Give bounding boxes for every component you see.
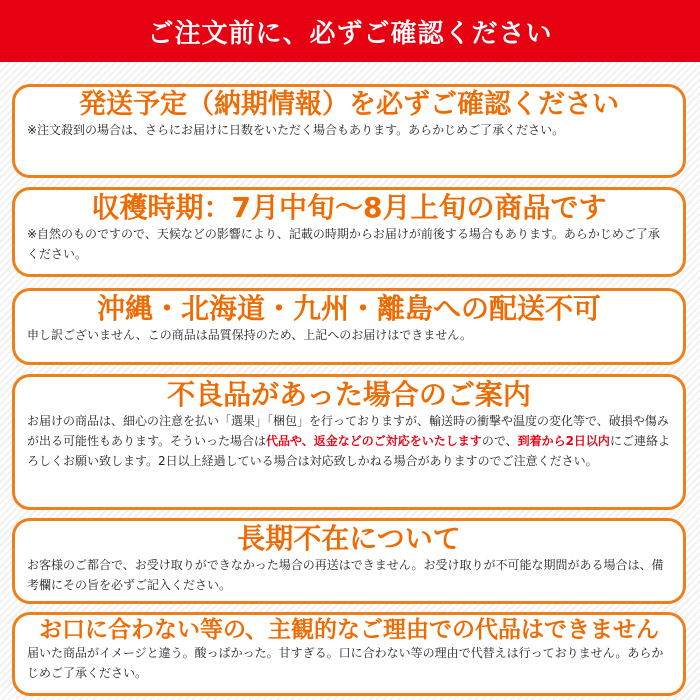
card-body: お客様のご都合で、お受け取りができなかった場合の再送はできません。お受け取りが不可能な期間がある場合は、備考欄にその旨を必ずご記入ください。 — [27, 558, 664, 593]
notice-header — [0, 0, 700, 62]
card-body-text: にご連絡よろしくお願い致します。2日以上経過している場合は対応致しかねる場合がありますのでご注意ください。 — [27, 434, 670, 469]
card-title: お口に合わない等の、主観的なご理由での代品はできません — [38, 617, 660, 643]
defective-product-card — [12, 374, 686, 510]
card-body-text: ので、 — [481, 434, 518, 449]
refund-highlight: 代品や、返金などのご対応をいたします — [266, 434, 482, 449]
card-body: ※注文殺到の場合は、さらにお届けに日数をいただく場合もあります。あらかじめご了承ください。 — [27, 123, 565, 138]
subjective-reason-card — [12, 612, 686, 696]
card-title: 沖縄・北海道・九州・離島への配送不可 — [96, 292, 601, 325]
card-title: 不良品があった場合のご案内 — [167, 378, 531, 411]
deadline-highlight: 到着から2日以内 — [517, 434, 610, 449]
card-body: 届いた商品がイメージと違う。酸っぱかった。甘すぎる。口に合わない等の理由で代替えは行っておりません。あらかじめご了承ください。 — [27, 646, 664, 681]
card-body-text: お届けの商品は、細心の注意を払い「選果」「梱包」を行っておりますが、輸送時の衝撃や温度の変化等で、破損や傷みが出る可能性もあります。そういった場合は — [27, 414, 669, 449]
card-title: 長期不在について — [237, 522, 461, 555]
delivery-restriction-card — [12, 288, 686, 365]
card-body: 申し訳ございません、この商品は品質保持のため、上記へのお届けはできません。 — [27, 328, 472, 343]
card-title: 発送予定（納期情報）を必ずご確認ください — [79, 89, 619, 120]
notice-header-title: ご注文前に、必ずご確認ください — [147, 18, 553, 49]
harvest-period-card — [12, 187, 686, 277]
long-absence-card — [12, 518, 686, 604]
card-body: ※自然のものですので、天候などの影響により、記載の時期からお届けが前後する場合もあります。あらかじめご了承ください。 — [27, 227, 660, 262]
shipping-schedule-card — [12, 84, 686, 178]
card-body — [27, 411, 671, 471]
card-title: 収穫時期：7月中旬〜8月上旬の商品です — [91, 191, 607, 224]
